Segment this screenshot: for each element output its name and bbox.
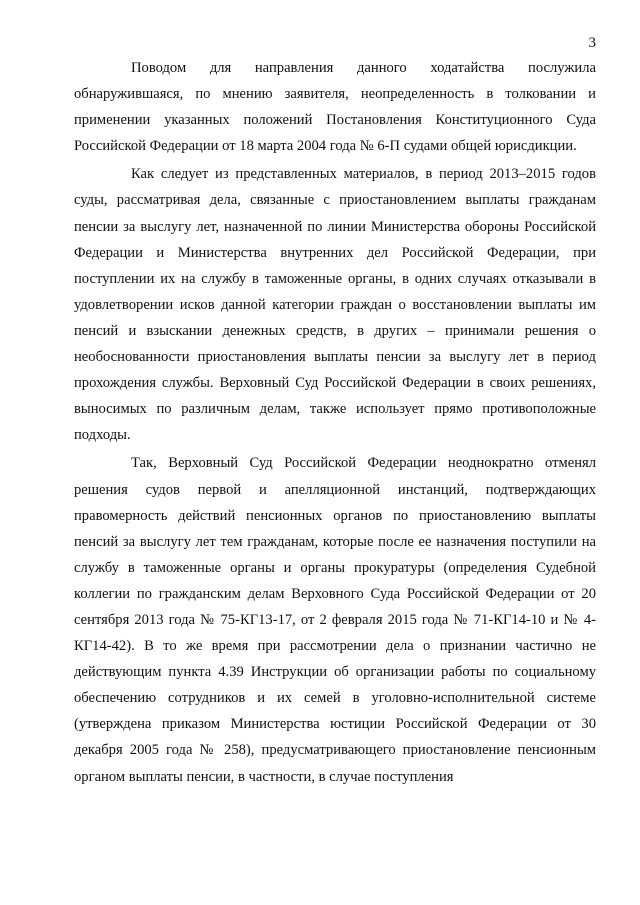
- page-number: 3: [588, 35, 596, 51]
- paragraph-court-practice: Как следует из представленных материалов, в период 2013–2015 годов суды, рассматривая дела, связанные с приостановлением выплаты гражданам пенсии за выслугу лет, назначенной по линии Министерства обороны Российской Федерации и Министерства внутренних дел Российской Федерации, при поступлении их на службу в таможенные органы, в одних случаях отказывали в удовлетворении исков данной категории граждан о восстановлении выплаты им пенсий и взыскании денежных средств, в других – принимали решения о необоснованности приостановления выплаты пенсии за выслугу лет в период прохождения службы. Верховный Суд Российской Федерации в своих решениях, выносимых по различным делам, также использует прямо противоположные подходы.: [74, 166, 596, 444]
- paragraph-petition-reason: Поводом для направления данного ходатайства послужила обнаружившаяся, по мнению заявителя, неопределенность в толковании и применении указанных положений Постановления Конституционного Суда Российской Федерации от 18 марта 2004 года № 6-П судами общей юрисдикции.: [74, 60, 596, 155]
- document-body: [74, 55, 596, 792]
- paragraph-supreme-court: Так, Верховный Суд Российской Федерации неоднократно отменял решения судов первой и апелляционной инстанций, подтверждающих правомерность действий пенсионных органов по приостановлению выплаты пенсий за выслугу лет тем гражданам, которые после ее назначения поступили на службу в таможенные органы и органы прокуратуры (определения Судебной коллегии по гражданским делам Верховного Суда Российской Федерации от 20 сентября 2013 года № 75-КГ13-17, от 2 февраля 2015 года № 71-КГ14-10 и № 4-КГ14-42). В то же время при рассмотрении дела о признании частично не действующим пункта 4.39 Инструкции об организации работы по социальному обеспечению сотрудников и их семей в уголовно-исполнительной системе (утверждена приказом Министерства юстиции Российской Федерации от 30 декабря 2005 года № 258), предусматривающего приостановление пенсионным органом выплаты пенсии, в частности, в случае поступления: [74, 455, 596, 785]
